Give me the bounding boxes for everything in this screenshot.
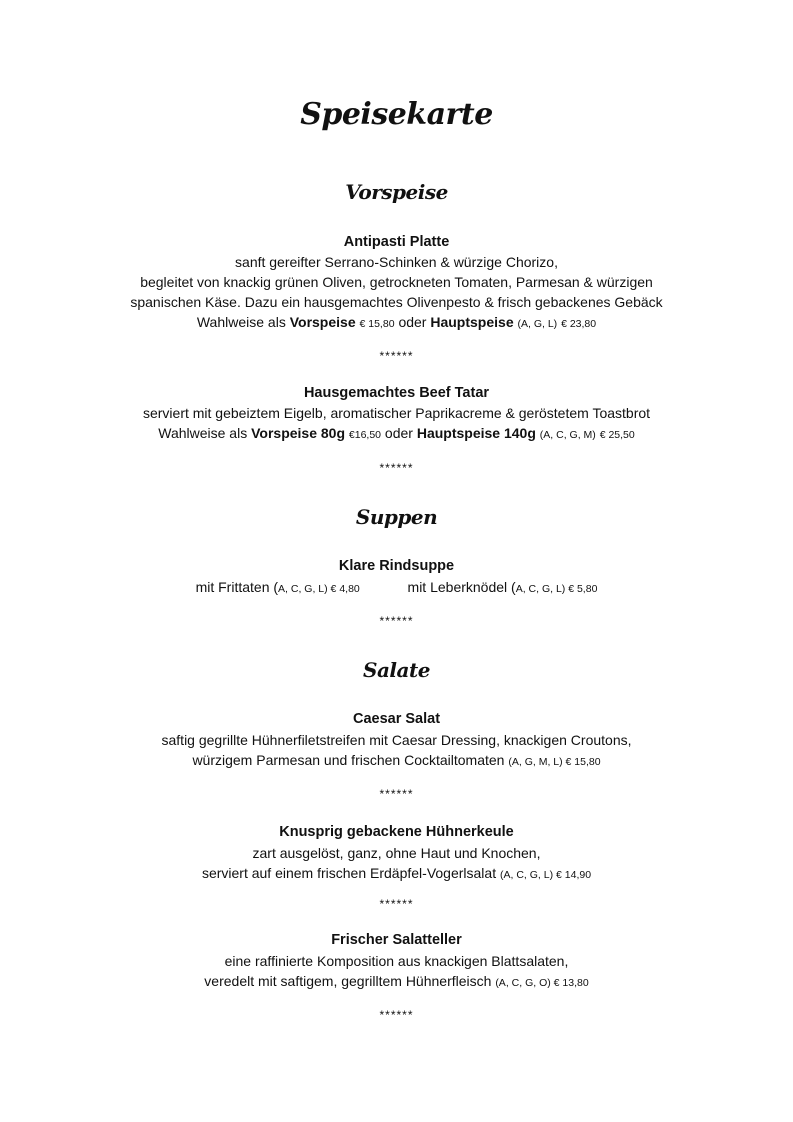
dish-name-tatar: Hausgemachtes Beef Tatar <box>303 385 490 401</box>
separator: ****** <box>379 349 414 363</box>
dish-name-salatteller: Frischer Salatteller <box>331 932 462 948</box>
price-value: € 23,80 <box>561 318 597 330</box>
separator: ****** <box>379 897 414 911</box>
dish-price-line <box>0 423 793 445</box>
dish-description-line: sanft gereifter Serrano-Schinken & würzige Chorizo, <box>235 254 558 270</box>
allergens-price: (A, C, G, O) € 13,80 <box>495 977 589 989</box>
allergens-price: (A, C, G, L) € 14,90 <box>500 869 592 881</box>
page-title: Speisekarte <box>300 97 493 132</box>
price-prefix: Wahlweise als <box>196 314 286 330</box>
separator: ****** <box>379 614 414 628</box>
soup-option-leberknoedel: mit Leberknödel (A, C, G, L) € 5,80 <box>407 579 598 595</box>
dish-description-line: serviert mit gebeiztem Eigelb, aromatischer Paprikacreme & geröstetem Toastbrot <box>142 405 651 421</box>
dish-name-huehnerkeule: Knusprig gebackene Hühnerkeule <box>279 824 514 840</box>
dish-description-line: saftig gegrillte Hühnerfiletstreifen mit Caesar Dressing, knackigen Croutons, <box>161 732 632 748</box>
allergens: (A, G, L) <box>517 318 558 330</box>
allergens: (A, C, G, M) <box>539 429 596 441</box>
soup-options-line <box>0 577 793 599</box>
dish-description-line: spanischen Käse. Dazu ein hausgemachtes Olivenpesto & frisch gebackenes Gebäck <box>130 294 663 310</box>
price-label-hauptspeise: Hauptspeise <box>430 314 514 330</box>
soup-option-frittaten: mit Frittaten (A, C, G, L) € 4,80 <box>195 579 360 595</box>
price-oder: oder <box>384 425 413 441</box>
dish-description-line: eine raffinierte Komposition aus knackigen Blattsalaten, <box>224 953 569 969</box>
dish-description-line: begleitet von knackig grünen Oliven, getrockneten Tomaten, Parmesan & würzigen <box>140 274 653 290</box>
dish-description-line: zart ausgelöst, ganz, ohne Haut und Knochen, <box>252 845 541 861</box>
price-value: € 25,50 <box>599 429 635 441</box>
dish-name-caesar: Caesar Salat <box>352 711 441 727</box>
separator: ****** <box>379 1008 414 1022</box>
price-label-vorspeise: Vorspeise <box>289 314 356 330</box>
allergens-price: (A, G, M, L) € 15,80 <box>508 756 601 768</box>
price-value: €16,50 <box>348 429 382 441</box>
price-oder: oder <box>398 314 427 330</box>
separator: ****** <box>379 787 414 801</box>
price-label-vorspeise: Vorspeise 80g <box>251 425 346 441</box>
price-prefix: Wahlweise als <box>158 425 248 441</box>
dish-description-line: würzigem Parmesan und frischen Cocktailtomaten (A, G, M, L) € 15,80 <box>192 752 601 768</box>
price-value: € 15,80 <box>359 318 395 330</box>
separator: ****** <box>379 461 414 475</box>
dish-price-line <box>0 312 793 334</box>
section-title-suppen: Suppen <box>355 505 438 529</box>
dish-description-line: serviert auf einem frischen Erdäpfel-Vogerlsalat (A, C, G, L) € 14,90 <box>201 865 592 881</box>
section-title-salate: Salate <box>363 658 430 682</box>
dish-name-antipasti: Antipasti Platte <box>343 234 450 250</box>
price-label-hauptspeise: Hauptspeise 140g <box>416 425 536 441</box>
dish-description-line: veredelt mit saftigem, gegrilltem Hühnerfleisch (A, C, G, O) € 13,80 <box>204 973 589 989</box>
dish-name-rindsuppe: Klare Rindsuppe <box>338 558 455 574</box>
section-title-vorspeise: Vorspeise <box>345 180 448 204</box>
